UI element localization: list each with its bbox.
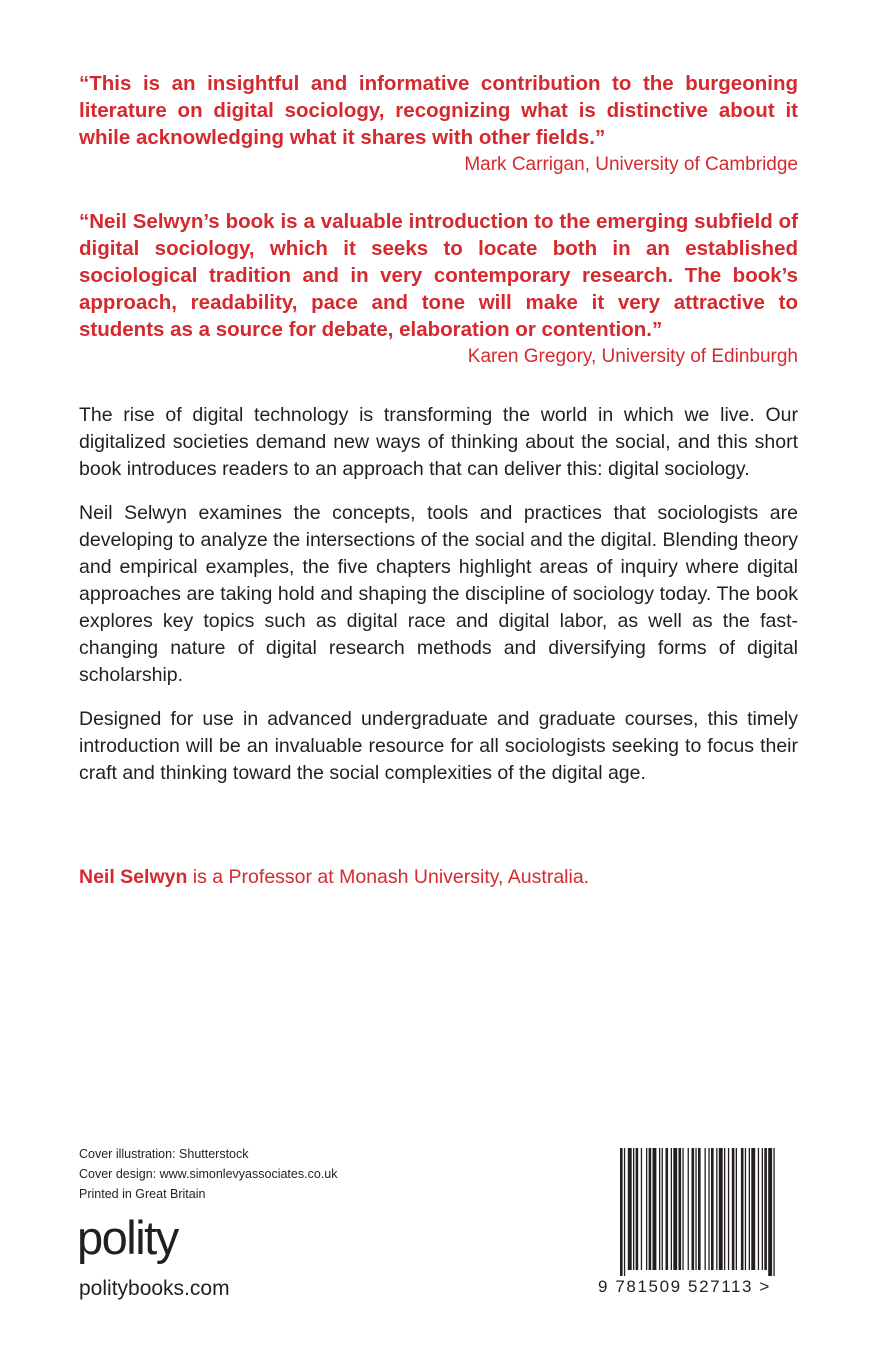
barcode-bar: [679, 1148, 682, 1270]
author-bio-text: is a Professor at Monash University, Australia.: [187, 866, 590, 888]
cover-credits: [79, 1144, 337, 1204]
description-paragraph: The rise of digital technology is transforming the world in which we live. Our digitalized societies demand new ways of thinking about the social, and this short book introduces readers to an approach that can deliver this: digital sociology.: [79, 404, 798, 480]
isbn-number: 9 781509 527113 >: [598, 1277, 771, 1296]
barcode-bar: [736, 1148, 737, 1270]
barcode-bar: [695, 1148, 696, 1270]
barcode-bar: [688, 1148, 689, 1270]
barcode-bar: [620, 1148, 623, 1276]
endorsement-source: Mark Carrigan, University of Cambridge: [464, 154, 798, 175]
barcode-bar: [728, 1148, 729, 1270]
barcode-bar: [692, 1148, 695, 1270]
barcode-bar: [741, 1148, 744, 1270]
author-bio: [79, 864, 798, 891]
endorsement-2: [79, 208, 798, 370]
endorsement-1: [79, 70, 798, 178]
endorsements: [79, 70, 798, 400]
barcode-bar: [653, 1148, 657, 1270]
barcode-bar: [646, 1148, 647, 1270]
barcode-bar: [662, 1148, 663, 1270]
isbn-barcode: [598, 1148, 798, 1300]
barcode-bar: [708, 1148, 709, 1270]
barcode-bar: [758, 1148, 759, 1270]
barcode-bar: [768, 1148, 772, 1276]
barcode-bar: [649, 1148, 652, 1270]
barcode-bar: [716, 1148, 717, 1270]
polity-logo: polity: [77, 1211, 178, 1264]
author-name: Neil Selwyn: [79, 866, 188, 888]
credit-illustration: Cover illustration: Shutterstock: [79, 1147, 249, 1161]
barcode-bar: [724, 1148, 725, 1270]
barcode-bar: [751, 1148, 755, 1270]
barcode-bar: [628, 1148, 632, 1270]
barcode-bar: [666, 1148, 669, 1270]
barcode-bar: [764, 1148, 767, 1270]
book-description: [79, 402, 798, 804]
barcode-bar: [671, 1148, 672, 1270]
barcode-bar: [719, 1148, 723, 1270]
barcode-bar: [641, 1148, 642, 1270]
barcode-bar: [773, 1148, 774, 1276]
barcode-bar: [732, 1148, 735, 1270]
description-paragraph: Designed for use in advanced undergraduate and graduate courses, this timely introduction will be an invaluable resource for all sociologists seeking to focus their craft and thinking toward the social complexities of the digital age.: [79, 708, 798, 784]
barcode-bar: [673, 1148, 677, 1270]
publisher-website: politybooks.com: [79, 1277, 230, 1300]
barcode-bar: [745, 1148, 746, 1270]
barcode-bar: [762, 1148, 763, 1270]
barcode-bar: [636, 1148, 639, 1270]
barcode-bar: [711, 1148, 714, 1270]
barcode-bar: [698, 1148, 701, 1270]
credit-printed: Printed in Great Britain: [79, 1187, 206, 1201]
barcode-bar: [624, 1148, 625, 1276]
barcode-bars: [598, 1148, 798, 1276]
endorsement-quote: “Neil Selwyn’s book is a valuable introduction to the emerging subfield of digital sociology, which it seeks to locate both in an established sociological tradition and in very contemporary research. The book’s approach, readability, pace and tone will make it very attractive to students as a source for debate, elaboration or contention.”: [79, 210, 798, 341]
endorsement-quote: “This is an insightful and informative contribution to the burgeoning literature on digital sociology, recognizing what is distinctive about it while acknowledging what it shares with other fields.”: [79, 72, 798, 149]
description-paragraph: Neil Selwyn examines the concepts, tools and practices that sociologists are developing to analyze the intersections of the social and the digital. Blending theory and empirical examples, the five chapters highlight areas of inquiry where digital approaches are taking hold and shaping the discipline of sociology today. The book explores key topics such as digital race and digital labor, as well as the fast-changing nature of digital research methods and diversifying forms of digital scholarship.: [79, 502, 798, 686]
credit-design: Cover design: www.simonlevyassociates.co.uk: [79, 1167, 338, 1181]
barcode-bar: [659, 1148, 660, 1270]
barcode-bar: [682, 1148, 683, 1270]
barcode-bar: [705, 1148, 706, 1270]
endorsement-source: Karen Gregory, University of Edinburgh: [467, 346, 798, 367]
barcode-bar: [633, 1148, 634, 1270]
barcode-bar: [749, 1148, 750, 1270]
